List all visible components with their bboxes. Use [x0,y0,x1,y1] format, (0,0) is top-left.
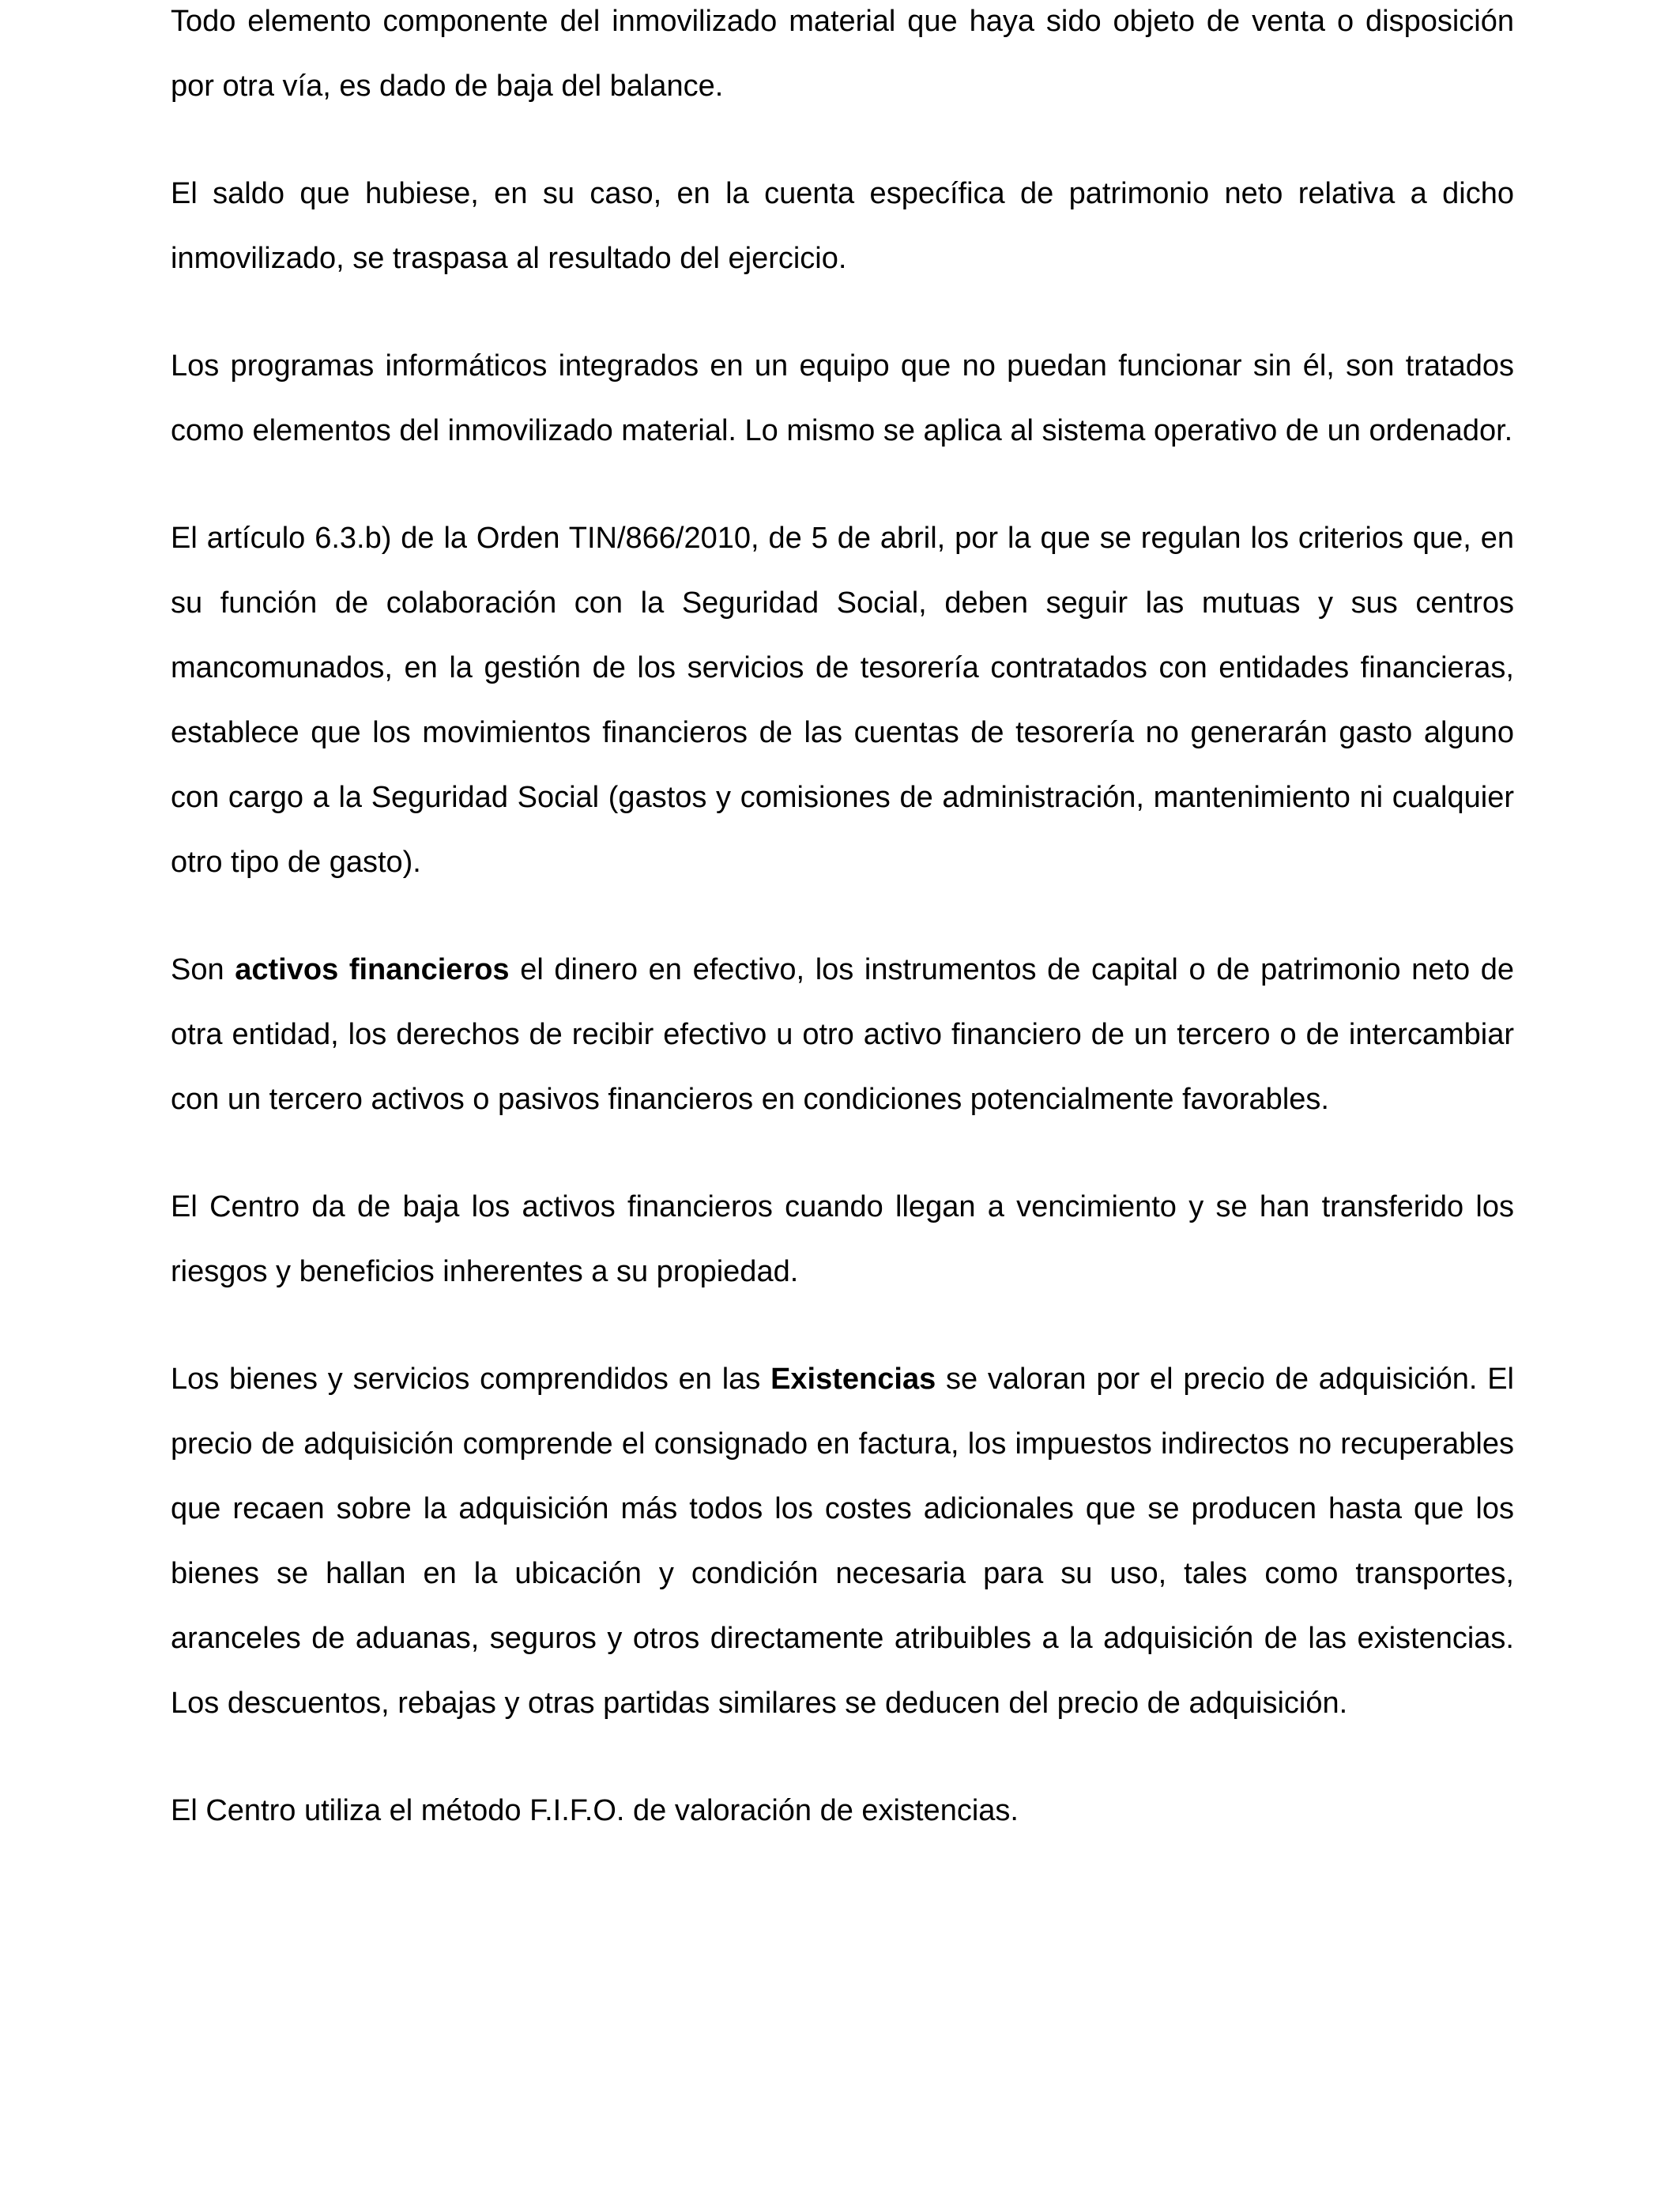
activos-financieros-intro: Son [171,953,235,986]
paragraph-programas-informaticos: Los programas informáticos integrados en un equipo que no puedan funcionar sin él, son tratados como elementos del inmovilizado material. Lo mismo se aplica al sistema operativo de un ordenador. [171,349,1514,447]
document-page [171,0,1514,1886]
paragraph-metodo-fifo: El Centro utiliza el método F.I.F.O. de valoración de existencias. [171,1794,1019,1827]
existencias-term: Existencias [770,1363,936,1396]
paragraph-baja-activos: El Centro da de baja los activos financieros cuando llegan a vencimiento y se han transferido los riesgos y beneficios inherentes a su propiedad. [171,1190,1514,1288]
existencias-definition: se valoran por el precio de adquisición. El precio de adquisición comprende el consignado en factura, los impuestos indirectos no recuperables que recaen sobre la adquisición más todos los costes adicionales que se producen hasta que los bienes se hallan en la ubicación y condición necesaria para su uso, tales como transportes, aranceles de aduanas, seguros y otros directamente atribuibles a la adquisición de las existencias. Los descuentos, rebajas y otras partidas similares se deducen del precio de adquisición. [171,1363,1514,1720]
paragraph-existencias [171,1347,1514,1736]
paragraph-activos-financieros [171,937,1514,1132]
paragraph-orden-tin: El artículo 6.3.b) de la Orden TIN/866/2010, de 5 de abril, por la que se regulan los criterios que, en su función de colaboración con la Seguridad Social, deben seguir las mutuas y sus centros mancomunados, en la gestión de los servicios de tesorería contratados con entidades financieras, establece que los movimientos financieros de las cuentas de tesorería no generarán gasto alguno con cargo a la Seguridad Social (gastos y comisiones de administración, mantenimiento ni cualquier otro tipo de gasto). [171,522,1514,879]
paragraph-baja-inmovilizado: Todo elemento componente del inmovilizado material que haya sido objeto de venta o disposición por otra vía, es dado de baja del balance. [171,5,1514,103]
activos-financieros-term: activos financieros [235,953,510,986]
activos-financieros-definition: el dinero en efectivo, los instrumentos de capital o de patrimonio neto de otra entidad, los derechos de recibir efectivo u otro activo financiero de un tercero o de intercambiar con un tercero activos o pasivos financieros en condiciones potencialmente favorables. [171,953,1515,1116]
existencias-intro: Los bienes y servicios comprendidos en las [171,1363,771,1396]
paragraph-saldo-patrimonio: El saldo que hubiese, en su caso, en la cuenta específica de patrimonio neto relativa a dicho inmovilizado, se traspasa al resultado del ejercicio. [171,177,1514,275]
